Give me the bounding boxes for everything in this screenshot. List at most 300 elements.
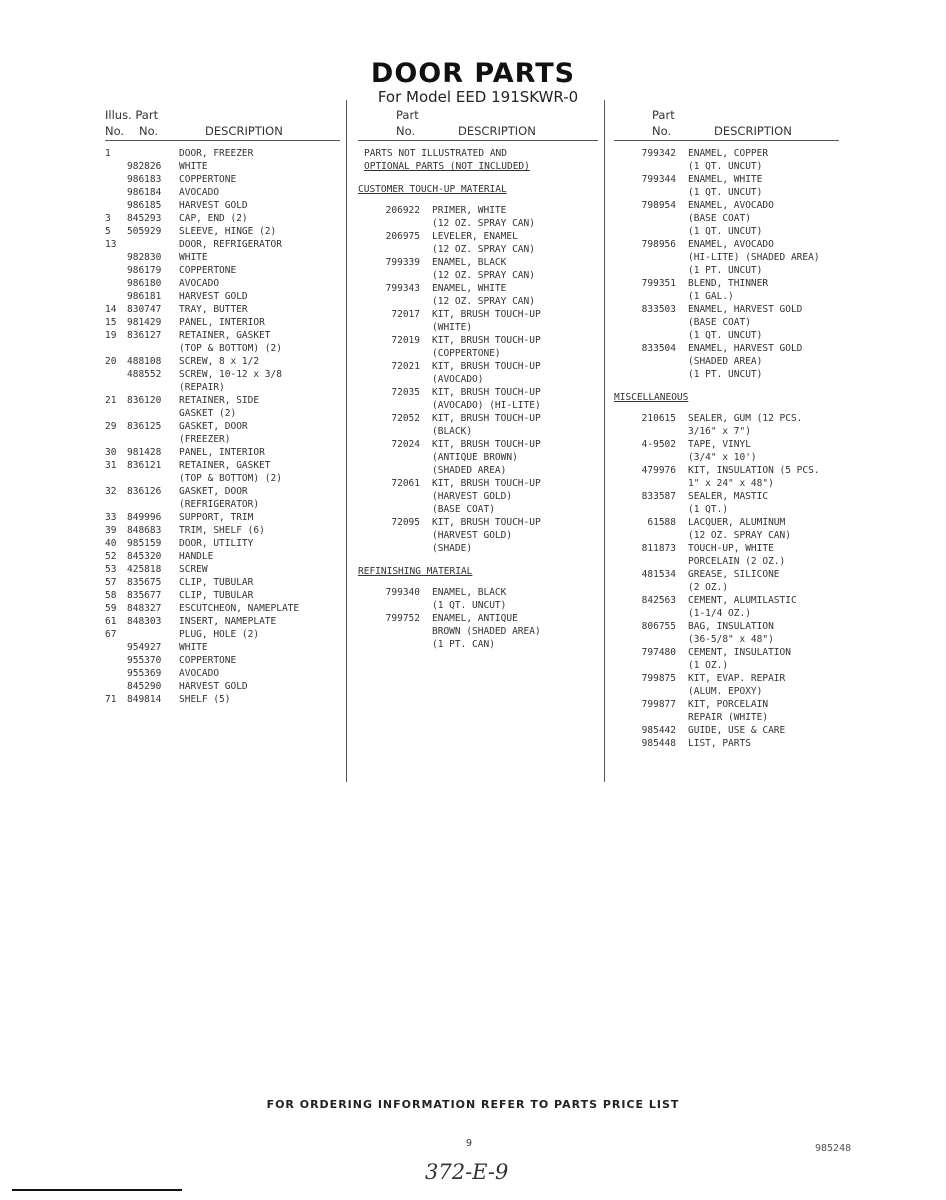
header-description: DESCRIPTION	[205, 124, 283, 138]
header-part: Part	[652, 108, 675, 122]
part-row	[614, 212, 839, 225]
part-row	[105, 212, 340, 225]
part-row	[358, 347, 598, 360]
part-description: KIT, BRUSH TOUCH-UP	[432, 517, 541, 528]
part-row	[614, 464, 839, 477]
bottom-rule	[12, 1189, 182, 1191]
part-number	[358, 321, 426, 334]
part-row	[358, 282, 598, 295]
part-description: CEMENT, INSULATION	[688, 647, 791, 658]
part-row	[614, 646, 839, 659]
part-description: WHITE	[179, 161, 208, 172]
part-number	[358, 373, 426, 386]
part-row	[614, 147, 839, 160]
part-description: (1 GAL.)	[688, 291, 734, 302]
part-row	[358, 516, 598, 529]
part-number: 981428	[127, 447, 162, 458]
part-number: 849996	[127, 512, 162, 523]
illus-number: 21	[105, 395, 117, 406]
part-row	[105, 511, 340, 524]
illus-number: 57	[105, 577, 117, 588]
part-row	[614, 225, 839, 238]
part-number	[127, 238, 179, 251]
page-number: 9	[466, 1138, 473, 1149]
part-row	[105, 563, 340, 576]
part-row	[105, 680, 340, 693]
intro-line: OPTIONAL PARTS (NOT INCLUDED)	[364, 161, 530, 172]
part-number: 986181	[127, 291, 162, 302]
part-description: SUPPORT, TRIM	[179, 512, 254, 523]
illus-number	[105, 641, 127, 654]
part-description: ESCUTCHEON, NAMEPLATE	[179, 603, 300, 614]
part-description: RETAINER, GASKET	[179, 460, 271, 471]
illus-number: 3	[105, 213, 111, 224]
part-row	[614, 355, 839, 368]
part-description: RETAINER, GASKET	[179, 330, 271, 341]
part-row	[614, 724, 839, 737]
part-description: BROWN (SHADED AREA)	[432, 626, 541, 637]
illus-number	[105, 160, 127, 173]
ordering-footer: FOR ORDERING INFORMATION REFER TO PARTS PRICE LIST	[266, 1098, 680, 1111]
part-number	[614, 186, 682, 199]
part-row	[614, 342, 839, 355]
part-row	[358, 464, 598, 477]
part-number: 799340	[385, 587, 420, 598]
part-number: 986179	[127, 265, 162, 276]
part-number: 845320	[127, 551, 162, 562]
part-row	[358, 373, 598, 386]
part-number	[614, 160, 682, 173]
illus-number	[105, 368, 127, 381]
part-number: 798954	[641, 200, 676, 211]
part-row	[105, 641, 340, 654]
part-description: SCREW, 8 x 1/2	[179, 356, 260, 367]
part-description: (1 QT. UNCUT)	[688, 330, 763, 341]
part-description: ENAMEL, BLACK	[432, 587, 507, 598]
section-title: CUSTOMER TOUCH-UP MATERIAL	[358, 184, 507, 195]
part-description: (BASE COAT)	[432, 504, 495, 515]
part-row	[358, 425, 598, 438]
part-row	[105, 238, 340, 251]
part-row	[358, 542, 598, 555]
header-part-no: No.	[139, 124, 159, 138]
part-row	[358, 529, 598, 542]
part-row	[105, 251, 340, 264]
part-description: 3/16" x 7")	[688, 426, 751, 437]
part-number	[614, 264, 682, 277]
part-row	[614, 160, 839, 173]
part-description: (ANTIQUE BROWN)	[432, 452, 518, 463]
part-number: 986185	[127, 200, 162, 211]
part-row	[358, 477, 598, 490]
part-number	[358, 217, 426, 230]
part-number: 481534	[641, 569, 676, 580]
part-description: (1 OZ.)	[688, 660, 729, 671]
part-description: PRIMER, WHITE	[432, 205, 507, 216]
part-number: 848327	[127, 603, 162, 614]
part-number: 833503	[641, 304, 676, 315]
part-description: KIT, BRUSH TOUCH-UP	[432, 478, 541, 489]
part-number	[127, 433, 179, 446]
illus-number: 33	[105, 512, 117, 523]
part-number: 72035	[391, 387, 420, 398]
part-number	[127, 498, 179, 511]
part-row	[105, 654, 340, 667]
part-row	[105, 628, 340, 641]
column-2-rows	[358, 147, 598, 651]
column-2-header	[358, 108, 598, 141]
illus-number	[105, 251, 127, 264]
part-row	[614, 555, 839, 568]
part-number: 798956	[641, 239, 676, 250]
part-description: (TOP & BOTTOM) (2)	[179, 343, 282, 354]
part-description: (REFRIGERATOR)	[179, 499, 260, 510]
part-row	[614, 451, 839, 464]
part-row	[614, 412, 839, 425]
illus-number: 20	[105, 356, 117, 367]
part-row	[614, 607, 839, 620]
illus-number: 39	[105, 525, 117, 536]
part-number	[614, 355, 682, 368]
part-description: (1 QT. UNCUT)	[688, 161, 763, 172]
part-row	[614, 659, 839, 672]
part-row	[614, 711, 839, 724]
part-row	[358, 243, 598, 256]
part-number: 981429	[127, 317, 162, 328]
part-number	[127, 342, 179, 355]
part-number: 488108	[127, 356, 162, 367]
part-description: (36-5/8" x 48")	[688, 634, 774, 645]
part-description: TRIM, SHELF (6)	[179, 525, 265, 536]
part-number: 72021	[391, 361, 420, 372]
part-description: BAG, INSULATION	[688, 621, 774, 632]
part-row	[614, 186, 839, 199]
handwritten-note: 372-E-9	[425, 1160, 509, 1184]
part-row	[358, 438, 598, 451]
part-row	[105, 524, 340, 537]
header-no: No.	[652, 124, 672, 138]
illus-number	[105, 186, 127, 199]
part-description: ENAMEL, AVOCADO	[688, 200, 774, 211]
part-description: ENAMEL, HARVEST GOLD	[688, 304, 803, 315]
part-row	[105, 693, 340, 706]
part-description: LACQUER, ALUMINUM	[688, 517, 786, 528]
part-row	[358, 204, 598, 217]
part-row	[614, 425, 839, 438]
part-number	[127, 147, 179, 160]
part-row	[105, 498, 340, 511]
part-number: 842563	[641, 595, 676, 606]
part-number: 799351	[641, 278, 676, 289]
part-row	[105, 446, 340, 459]
part-number: 479976	[641, 465, 676, 476]
part-number	[614, 451, 682, 464]
part-description: DOOR, FREEZER	[179, 148, 254, 159]
part-row	[614, 568, 839, 581]
part-number	[358, 464, 426, 477]
part-number: 982826	[127, 161, 162, 172]
part-row	[358, 399, 598, 412]
part-description: GASKET, DOOR	[179, 421, 248, 432]
part-description: KIT, BRUSH TOUCH-UP	[432, 361, 541, 372]
part-row	[105, 485, 340, 498]
part-description: ENAMEL, COPPER	[688, 148, 769, 159]
part-number	[614, 212, 682, 225]
part-description: KIT, BRUSH TOUCH-UP	[432, 439, 541, 450]
part-description: (2 OZ.)	[688, 582, 729, 593]
part-description: COPPERTONE	[179, 265, 237, 276]
part-row	[358, 321, 598, 334]
part-row	[105, 355, 340, 368]
part-description: DOOR, REFRIGERATOR	[179, 239, 282, 250]
part-row	[614, 542, 839, 555]
column-3-rows	[614, 147, 839, 750]
part-number: 799344	[641, 174, 676, 185]
part-description: KIT, INSULATION (5 PCS.	[688, 465, 820, 476]
part-description: SLEEVE, HINGE (2)	[179, 226, 277, 237]
part-number: 206922	[385, 205, 420, 216]
part-row	[614, 581, 839, 594]
part-row	[105, 407, 340, 420]
part-row	[105, 147, 340, 160]
part-number	[614, 329, 682, 342]
part-number: 806755	[641, 621, 676, 632]
part-description: ENAMEL, HARVEST GOLD	[688, 343, 803, 354]
parts-section	[358, 183, 598, 555]
part-number: 210615	[641, 413, 676, 424]
parts-section	[358, 565, 598, 651]
header-description: DESCRIPTION	[458, 124, 536, 138]
part-row	[614, 277, 839, 290]
part-description: DOOR, UTILITY	[179, 538, 254, 549]
part-row	[105, 303, 340, 316]
part-description: TAPE, VINYL	[688, 439, 751, 450]
part-number: 836126	[127, 486, 162, 497]
part-description: (1-1/4 OZ.)	[688, 608, 751, 619]
part-description: (SHADED AREA)	[688, 356, 763, 367]
part-description: (REPAIR)	[179, 382, 225, 393]
illus-number: 29	[105, 421, 117, 432]
part-number	[127, 381, 179, 394]
column-divider	[604, 100, 605, 782]
part-number: 61588	[647, 517, 676, 528]
part-description: (1 QT. UNCUT)	[688, 226, 763, 237]
parts-column-2	[358, 108, 598, 651]
part-number	[614, 503, 682, 516]
part-row	[614, 633, 839, 646]
illus-number	[105, 680, 127, 693]
illus-number	[105, 173, 127, 186]
part-description: (1 QT. UNCUT)	[688, 187, 763, 198]
part-row	[105, 576, 340, 589]
illus-number: 61	[105, 616, 117, 627]
part-description: GASKET, DOOR	[179, 486, 248, 497]
part-description: SCREW	[179, 564, 208, 575]
illus-number	[105, 407, 127, 420]
part-description: SCREW, 10-12 x 3/8	[179, 369, 282, 380]
part-number: 845293	[127, 213, 162, 224]
part-number: 799877	[641, 699, 676, 710]
part-number	[614, 251, 682, 264]
part-number	[614, 659, 682, 672]
part-number: 833587	[641, 491, 676, 502]
part-description: PANEL, INTERIOR	[179, 317, 265, 328]
part-number	[614, 581, 682, 594]
part-number: 955370	[127, 655, 162, 666]
column-divider	[346, 100, 347, 782]
part-row	[358, 308, 598, 321]
part-number: 954927	[127, 642, 162, 653]
part-number: 799342	[641, 148, 676, 159]
part-number: 836125	[127, 421, 162, 432]
part-row	[358, 490, 598, 503]
illus-number: 32	[105, 486, 117, 497]
part-description: ENAMEL, WHITE	[432, 283, 507, 294]
part-description: (ALUM. EPOXY)	[688, 686, 763, 697]
part-row	[614, 251, 839, 264]
illus-number: 40	[105, 538, 117, 549]
part-description: (HARVEST GOLD)	[432, 491, 513, 502]
part-number: 72061	[391, 478, 420, 489]
part-row	[105, 433, 340, 446]
part-number: 985159	[127, 538, 162, 549]
part-description: REPAIR (WHITE)	[688, 712, 769, 723]
column-1-rows	[105, 147, 340, 706]
part-description: CLIP, TUBULAR	[179, 590, 254, 601]
part-row	[105, 186, 340, 199]
part-row	[614, 594, 839, 607]
part-description: TRAY, BUTTER	[179, 304, 248, 315]
part-description: LIST, PARTS	[688, 738, 751, 749]
part-row	[358, 295, 598, 308]
part-number: 986184	[127, 187, 162, 198]
header-no: No.	[396, 124, 416, 138]
parts-column-3	[614, 108, 839, 750]
part-row	[105, 420, 340, 433]
part-number: 955369	[127, 668, 162, 679]
illus-number	[105, 381, 127, 394]
part-number	[358, 625, 426, 638]
part-number: 836127	[127, 330, 162, 341]
part-number: 848683	[127, 525, 162, 536]
part-number: 986180	[127, 278, 162, 289]
part-description: ENAMEL, BLACK	[432, 257, 507, 268]
part-description: (BASE COAT)	[688, 213, 751, 224]
illus-number: 59	[105, 603, 117, 614]
part-row	[105, 537, 340, 550]
part-row	[105, 342, 340, 355]
part-number	[614, 607, 682, 620]
part-description: (3/4" x 10')	[688, 452, 757, 463]
illus-number: 13	[105, 239, 117, 250]
part-description: KIT, BRUSH TOUCH-UP	[432, 335, 541, 346]
part-number	[358, 490, 426, 503]
intro-line: PARTS NOT ILLUSTRATED AND	[364, 148, 507, 159]
part-description: HANDLE	[179, 551, 214, 562]
part-row	[614, 737, 839, 750]
part-row	[614, 490, 839, 503]
part-number: 982830	[127, 252, 162, 263]
part-description: RETAINER, SIDE	[179, 395, 260, 406]
part-number: 985442	[641, 725, 676, 736]
part-number: 72095	[391, 517, 420, 528]
part-description: (HI-LITE) (SHADED AREA)	[688, 252, 820, 263]
part-description: INSERT, NAMEPLATE	[179, 616, 277, 627]
illus-number	[105, 342, 127, 355]
illus-number: 52	[105, 551, 117, 562]
part-description: GUIDE, USE & CARE	[688, 725, 786, 736]
part-number: 833504	[641, 343, 676, 354]
part-number	[358, 243, 426, 256]
part-number	[358, 503, 426, 516]
part-number: 425818	[127, 564, 162, 575]
part-number: 488552	[127, 369, 162, 380]
part-description: HARVEST GOLD	[179, 200, 248, 211]
part-description: GREASE, SILICONE	[688, 569, 780, 580]
section-title: REFINISHING MATERIAL	[358, 566, 473, 577]
part-description: (12 OZ. SPRAY CAN)	[688, 530, 791, 541]
part-row	[105, 264, 340, 277]
intro-note	[358, 147, 598, 173]
part-number: 797480	[641, 647, 676, 658]
part-description: (1 PT. CAN)	[432, 639, 495, 650]
part-description: 1" x 24" x 48")	[688, 478, 774, 489]
part-description: (FREEZER)	[179, 434, 231, 445]
part-number: 986183	[127, 174, 162, 185]
part-description: SHELF (5)	[179, 694, 231, 705]
part-number	[614, 290, 682, 303]
part-row	[105, 160, 340, 173]
part-row	[614, 529, 839, 542]
part-description: AVOCADO	[179, 278, 220, 289]
part-description: (1 QT.)	[688, 504, 729, 515]
document-number: 985248	[815, 1143, 852, 1154]
part-row	[614, 672, 839, 685]
part-row	[358, 612, 598, 625]
part-number: 799752	[385, 613, 420, 624]
part-description: WHITE	[179, 642, 208, 653]
part-number	[127, 472, 179, 485]
part-row	[105, 173, 340, 186]
part-row	[105, 459, 340, 472]
illus-number: 71	[105, 694, 117, 705]
part-number	[358, 269, 426, 282]
header-illus-part: Illus. Part	[105, 108, 159, 122]
part-description: GASKET (2)	[179, 408, 237, 419]
part-description: CAP, END (2)	[179, 213, 248, 224]
illus-number: 53	[105, 564, 117, 575]
part-description: (WHITE)	[432, 322, 473, 333]
part-number: 845290	[127, 681, 162, 692]
part-row	[614, 316, 839, 329]
part-description: (HARVEST GOLD)	[432, 530, 513, 541]
part-row	[358, 586, 598, 599]
part-row	[105, 589, 340, 602]
parts-section	[614, 391, 839, 750]
part-description: CLIP, TUBULAR	[179, 577, 254, 588]
part-row	[105, 199, 340, 212]
part-description: TOUCH-UP, WHITE	[688, 543, 774, 554]
part-number	[614, 633, 682, 646]
part-number: 849814	[127, 694, 162, 705]
part-description: KIT, EVAP. REPAIR	[688, 673, 786, 684]
part-description: COPPERTONE	[179, 655, 237, 666]
part-row	[358, 360, 598, 373]
part-row	[614, 368, 839, 381]
part-description: KIT, BRUSH TOUCH-UP	[432, 413, 541, 424]
illus-number: 14	[105, 304, 117, 315]
part-row	[105, 316, 340, 329]
